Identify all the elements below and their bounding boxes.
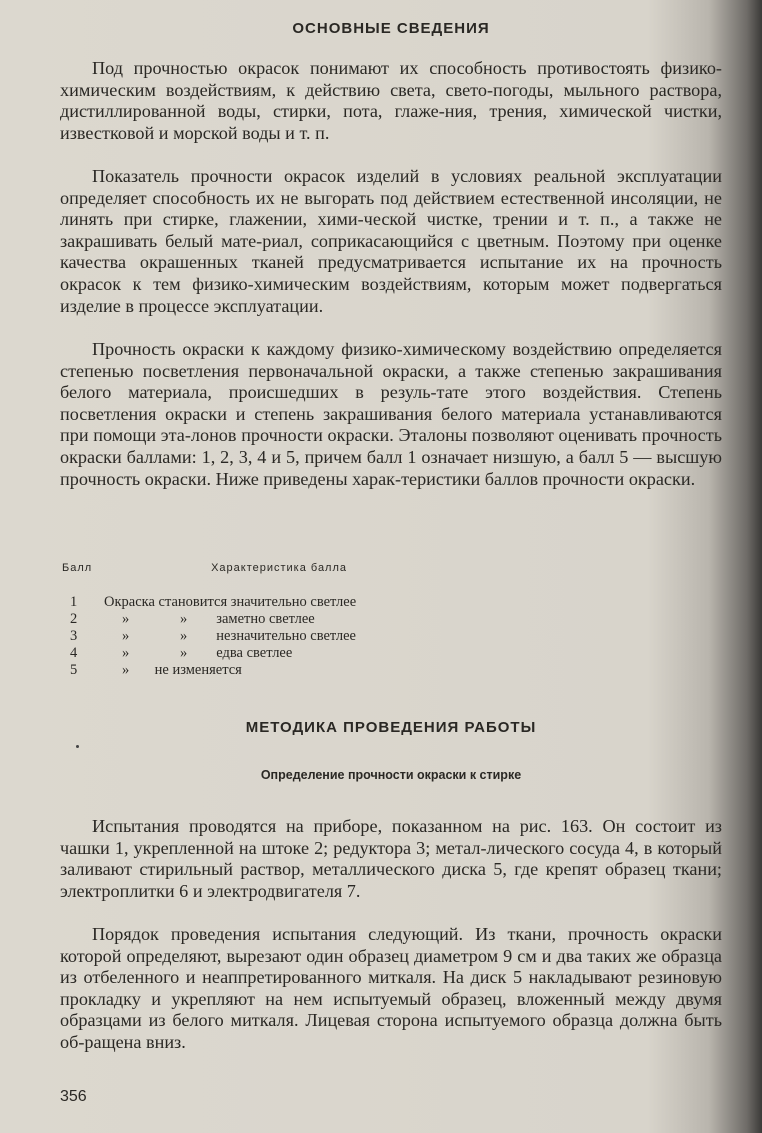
page-number: 356 bbox=[60, 1088, 87, 1105]
grade-description: » » заметно светлее bbox=[122, 611, 315, 627]
section-heading-basics: ОСНОВНЫЕ СВЕДЕНИЯ bbox=[292, 20, 490, 37]
paragraph-grades: Прочность окраски к каждому физико-химическому воздействию определяется степенью посветления первоначальной окраски, а также степенью закрашивания белого материала, происшедших в резуль-тате этого воздействия. Степень посветления окраски и степень закрашивания белого материала устанавливаются при помощи эта-лонов прочности окраски. Эталоны позволяют оценивать прочность окраски баллами: 1, 2, 3, 4 и 5, причем балл 1 означает низшую, а балл 5 — высшую прочность окраски. Ниже приведены харак-теристики баллов прочности окраски. bbox=[60, 339, 722, 489]
table-row bbox=[62, 594, 356, 611]
grade-description: » » незначительно светлее bbox=[122, 628, 356, 644]
grades-table-header bbox=[62, 560, 356, 577]
section-heading-method: МЕТОДИКА ПРОВЕДЕНИЯ РАБОТЫ bbox=[245, 719, 537, 736]
grade-number: 5 bbox=[70, 662, 78, 678]
table-row bbox=[62, 662, 356, 679]
paragraph-procedure: Порядок проведения испытания следующий. Из ткани, прочность окраски которой определяют, вырезают один образец диаметром 9 см и два таких же образца из отбеленного и неаппретированного миткаля. На диск 5 накладывают резиновую прокладку и укрепляют на нем испытуемый образец, вложенный между двумя образцами из белого миткаля. Лицевая сторона испытуемого образца должна быть об-ращена вниз. bbox=[60, 924, 722, 1052]
column-header-characteristic: Характеристика балла bbox=[211, 562, 348, 574]
grade-number: 4 bbox=[70, 645, 78, 661]
table-row bbox=[62, 628, 356, 645]
table-row bbox=[62, 611, 356, 628]
grade-description: Окраска становится значительно светлее bbox=[104, 594, 357, 610]
grade-number: 3 bbox=[70, 628, 78, 644]
paragraph-indicator: Показатель прочности окрасок изделий в условиях реальной эксплуатации определяет способность их не выгорать под действием естественной инсоляции, не линять при стирке, глажении, хими-ческой чистке, трении и т. п., а также не закрашивать белый мате-риал, соприкасающийся с цветным. Поэтому при оценке качества окрашенных тканей предусматривается испытание их на прочность окрасок к тем физико-химическим воздействиям, которым может подвергаться изделие в процессе эксплуатации. bbox=[60, 166, 722, 316]
grade-description: » » едва светлее bbox=[122, 645, 293, 661]
table-row bbox=[62, 645, 356, 662]
grades-table bbox=[62, 560, 356, 679]
grade-number: 1 bbox=[70, 594, 78, 610]
paragraph-apparatus: Испытания проводятся на приборе, показанном на рис. 163. Он состоит из чашки 1, укрепленной на штоке 2; редуктора 3; метал-лического сосуда 4, в который заливают стирильный раствор, металлического диска 5, где крепят образец ткани; электроплитки 6 и электродвигателя 7. bbox=[60, 816, 722, 901]
print-speck bbox=[76, 745, 79, 748]
paragraph-definition: Под прочностью окрасок понимают их способность противостоять физико-химическим воздействиям, к действию света, свето-погоды, мыльного раствора, дистиллированной воды, стирки, пота, глаже-ния, трения, химической чистки, известковой и морской воды и т. п. bbox=[60, 58, 722, 143]
grade-description: » не изменяется bbox=[122, 662, 242, 678]
grade-number: 2 bbox=[70, 611, 78, 627]
column-header-grade: Балл bbox=[62, 562, 93, 574]
subheading-wash-fastness: Определение прочности окраски к стирке bbox=[260, 768, 522, 782]
